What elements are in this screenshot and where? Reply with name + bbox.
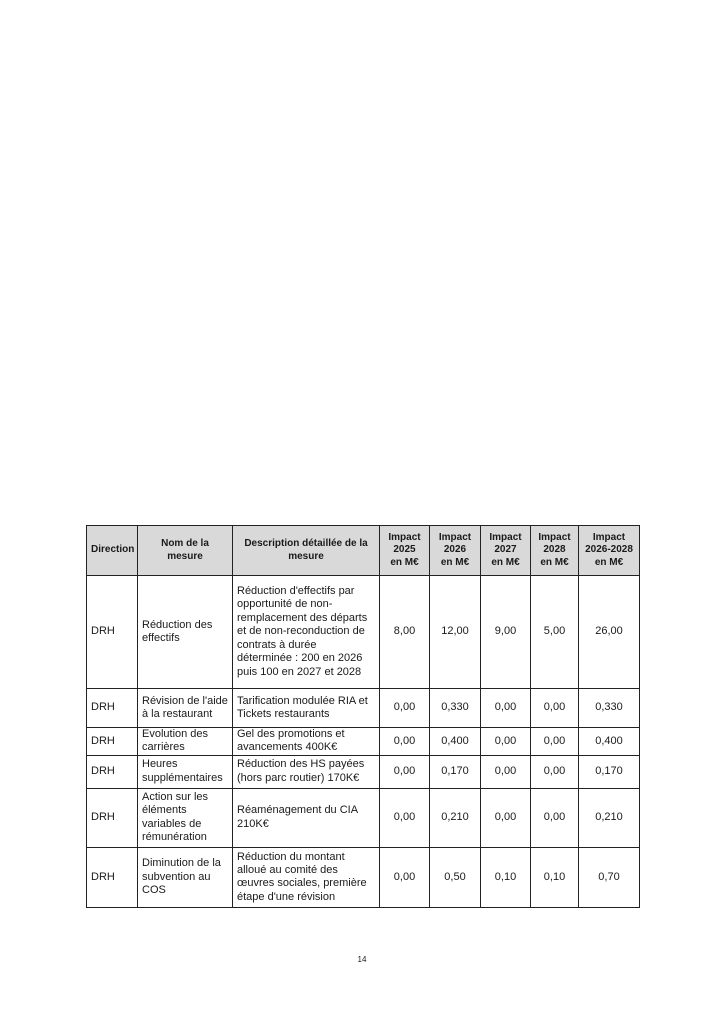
cell-impact-total: 0,400 bbox=[579, 728, 640, 756]
cell-description: Réduction des HS payées (hors parc routier) 170K€ bbox=[233, 755, 380, 788]
table-row bbox=[87, 788, 640, 847]
cell-impact-2028: 0,10 bbox=[531, 847, 579, 907]
cell-impact-total: 0,70 bbox=[579, 847, 640, 907]
table-row bbox=[87, 728, 640, 756]
table-row bbox=[87, 847, 640, 907]
cell-description: Réaménagement du CIA 210K€ bbox=[233, 788, 380, 847]
header-impact-2026: Impact 2026 en M€ bbox=[430, 526, 481, 576]
cell-impact-2026: 0,330 bbox=[430, 689, 481, 728]
cell-description: Tarification modulée RIA et Tickets restaurants bbox=[233, 689, 380, 728]
cell-impact-2027: 0,00 bbox=[481, 689, 531, 728]
cell-impact-2028: 0,00 bbox=[531, 788, 579, 847]
cell-nom: Heures supplémentaires bbox=[138, 755, 233, 788]
cell-impact-2027: 0,00 bbox=[481, 728, 531, 756]
table-row bbox=[87, 689, 640, 728]
cell-nom: Action sur les éléments variables de rémunération bbox=[138, 788, 233, 847]
cell-description: Gel des promotions et avancements 400K€ bbox=[233, 728, 380, 756]
cell-impact-total: 0,330 bbox=[579, 689, 640, 728]
cell-impact-2025: 0,00 bbox=[380, 728, 430, 756]
header-impact-2028: Impact 2028 en M€ bbox=[531, 526, 579, 576]
header-nom: Nom de la mesure bbox=[138, 526, 233, 576]
cell-impact-2028: 5,00 bbox=[531, 576, 579, 689]
cell-impact-2025: 0,00 bbox=[380, 689, 430, 728]
table-row bbox=[87, 576, 640, 689]
measures-table bbox=[86, 525, 640, 908]
table-row bbox=[87, 755, 640, 788]
cell-impact-2026: 0,170 bbox=[430, 755, 481, 788]
cell-direction: DRH bbox=[87, 788, 138, 847]
cell-impact-2028: 0,00 bbox=[531, 689, 579, 728]
cell-impact-2028: 0,00 bbox=[531, 728, 579, 756]
cell-impact-total: 26,00 bbox=[579, 576, 640, 689]
cell-impact-2027: 0,00 bbox=[481, 788, 531, 847]
page-number: 14 bbox=[357, 955, 367, 964]
cell-impact-2026: 0,50 bbox=[430, 847, 481, 907]
header-row bbox=[87, 526, 640, 576]
header-direction: Direction bbox=[87, 526, 138, 576]
cell-description: Réduction d'effectifs par opportunité de non- remplacement des départs et de non-reconduction de contrats à durée déterminée : 200 en 2026 puis 100 en 2027 et 2028 bbox=[233, 576, 380, 689]
cell-impact-2025: 0,00 bbox=[380, 788, 430, 847]
cell-nom: Révision de l'aide à la restaurant bbox=[138, 689, 233, 728]
cell-nom: Réduction des effectifs bbox=[138, 576, 233, 689]
cell-nom: Evolution des carrières bbox=[138, 728, 233, 756]
cell-impact-2027: 0,10 bbox=[481, 847, 531, 907]
cell-impact-2028: 0,00 bbox=[531, 755, 579, 788]
header-description: Description détaillée de la mesure bbox=[233, 526, 380, 576]
cell-direction: DRH bbox=[87, 755, 138, 788]
cell-impact-2026: 0,210 bbox=[430, 788, 481, 847]
cell-impact-total: 0,210 bbox=[579, 788, 640, 847]
header-impact-2027: Impact 2027 en M€ bbox=[481, 526, 531, 576]
cell-impact-2026: 12,00 bbox=[430, 576, 481, 689]
cell-direction: DRH bbox=[87, 728, 138, 756]
cell-impact-2027: 9,00 bbox=[481, 576, 531, 689]
cell-impact-2025: 0,00 bbox=[380, 847, 430, 907]
header-impact-total: Impact 2026-2028 en M€ bbox=[579, 526, 640, 576]
cell-description: Réduction du montant alloué au comité des œuvres sociales, première étape d'une révision bbox=[233, 847, 380, 907]
cell-impact-2027: 0,00 bbox=[481, 755, 531, 788]
cell-nom: Diminution de la subvention au COS bbox=[138, 847, 233, 907]
cell-direction: DRH bbox=[87, 576, 138, 689]
header-impact-2025: Impact 2025 en M€ bbox=[380, 526, 430, 576]
cell-impact-total: 0,170 bbox=[579, 755, 640, 788]
cell-direction: DRH bbox=[87, 689, 138, 728]
cell-impact-2025: 8,00 bbox=[380, 576, 430, 689]
cell-impact-2026: 0,400 bbox=[430, 728, 481, 756]
cell-impact-2025: 0,00 bbox=[380, 755, 430, 788]
cell-direction: DRH bbox=[87, 847, 138, 907]
